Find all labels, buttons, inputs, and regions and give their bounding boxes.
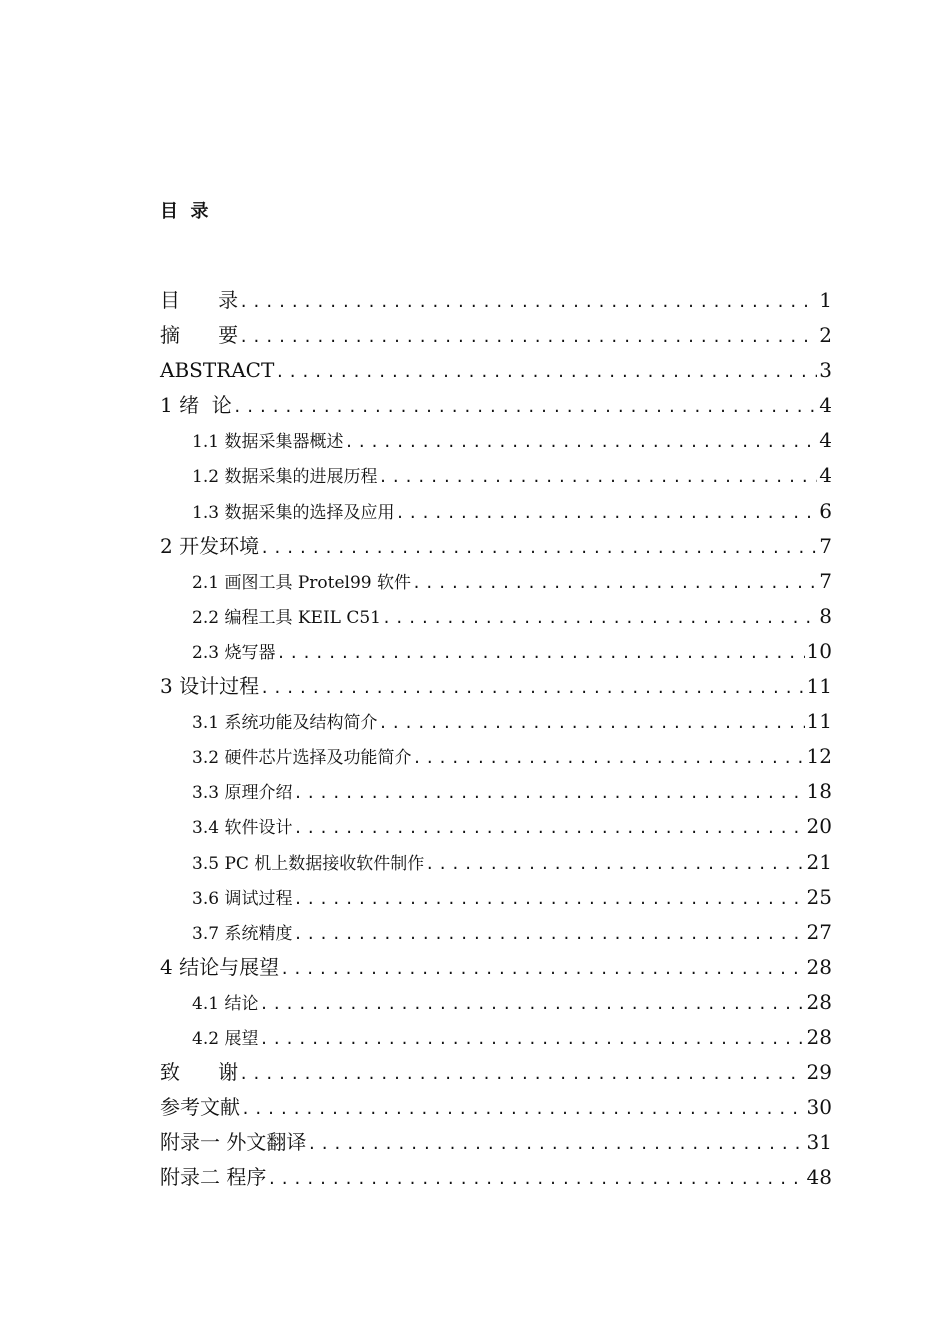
toc-dot-leader — [343, 425, 817, 460]
toc-entry-page-number: 28 — [806, 1024, 832, 1049]
toc-entry-title: 4.2 展望 — [192, 1028, 259, 1049]
toc-entry-page-number: 3 — [819, 358, 832, 383]
toc-entry[interactable] — [160, 774, 832, 809]
toc-entry[interactable] — [160, 458, 832, 493]
toc-entry-title: 附录二 程序 — [160, 1165, 267, 1190]
toc-entry-title: 1.3 数据采集的选择及应用 — [192, 502, 395, 523]
toc-entry-title: 2.1 画图工具 Protel99 软件 — [192, 572, 412, 593]
toc-entry[interactable] — [160, 599, 832, 634]
toc-entry[interactable] — [160, 739, 832, 774]
toc-entry-title: 2.2 编程工具 KEIL C51 — [192, 607, 382, 628]
toc-dot-leader — [238, 320, 817, 355]
toc-entry-title: 2 开发环境 — [160, 533, 260, 558]
toc-entry[interactable] — [160, 634, 832, 669]
toc-entry[interactable] — [160, 1090, 832, 1125]
toc-entry-page-number: 2 — [819, 323, 832, 348]
toc-entry[interactable] — [160, 423, 832, 458]
toc-entry-page-number: 48 — [806, 1165, 832, 1190]
toc-entry-page-number: 4 — [819, 393, 832, 418]
table-of-contents — [160, 283, 832, 1195]
toc-entry-page-number: 7 — [819, 568, 832, 593]
toc-entry-title: ABSTRACT — [160, 358, 275, 383]
toc-entry-title: 3.2 硬件芯片选择及功能简介 — [192, 748, 412, 769]
toc-entry-title: 3.6 调试过程 — [192, 888, 293, 909]
toc-entry-page-number: 4 — [819, 463, 832, 488]
toc-dot-leader — [259, 671, 804, 706]
toc-entry[interactable] — [160, 915, 832, 950]
toc-entry-page-number: 7 — [819, 533, 832, 558]
toc-entry-title: 2.3 烧写器 — [192, 642, 276, 663]
toc-entry-title: 1.2 数据采集的进展历程 — [192, 467, 378, 488]
toc-entry-page-number: 12 — [806, 744, 832, 769]
toc-dot-leader — [238, 1057, 804, 1092]
toc-entry-page-number: 28 — [806, 954, 832, 979]
toc-dot-leader — [292, 882, 804, 917]
toc-entry-page-number: 21 — [806, 849, 832, 874]
toc-entry-title: 3 设计过程 — [160, 674, 260, 699]
toc-entry-title: 3.4 软件设计 — [192, 818, 293, 839]
toc-entry-page-number: 6 — [819, 498, 832, 523]
toc-entry[interactable] — [160, 1125, 832, 1160]
page-title: 目 录 — [160, 201, 209, 222]
toc-entry-title: 3.5 PC 机上数据接收软件制作 — [192, 853, 425, 874]
toc-entry-title: 附录一 外文翻译 — [160, 1130, 307, 1155]
toc-dot-leader — [377, 706, 804, 741]
toc-entry-title: 参考文献 — [160, 1095, 240, 1120]
toc-dot-leader — [259, 531, 817, 566]
toc-entry[interactable] — [160, 704, 832, 739]
toc-entry[interactable] — [160, 529, 832, 564]
toc-entry-page-number: 18 — [806, 779, 832, 804]
toc-entry[interactable] — [160, 388, 832, 423]
toc-entry[interactable] — [160, 1055, 832, 1090]
toc-dot-leader — [274, 355, 817, 390]
toc-entry-page-number: 29 — [806, 1060, 832, 1085]
toc-entry[interactable] — [160, 1020, 832, 1055]
toc-entry-title: 3.1 系统功能及结构简介 — [192, 713, 378, 734]
toc-entry-page-number: 11 — [806, 674, 832, 699]
toc-entry[interactable] — [160, 318, 832, 353]
toc-dot-leader — [238, 285, 817, 320]
toc-entry-page-number: 20 — [806, 814, 832, 839]
toc-entry-page-number: 11 — [806, 709, 832, 734]
toc-entry[interactable] — [160, 669, 832, 704]
toc-dot-leader — [275, 636, 804, 671]
toc-dot-leader — [394, 496, 817, 531]
toc-dot-leader — [424, 847, 804, 882]
toc-entry[interactable] — [160, 845, 832, 880]
toc-entry-title: 4 结论与展望 — [160, 954, 280, 979]
toc-entry-title: 3.7 系统精度 — [192, 923, 293, 944]
toc-entry[interactable] — [160, 494, 832, 529]
toc-dot-leader — [258, 987, 804, 1022]
toc-entry-title: 1.1 数据采集器概述 — [192, 432, 344, 453]
toc-dot-leader — [279, 952, 804, 987]
toc-entry-title: 摘 要 — [160, 323, 239, 348]
toc-dot-leader — [292, 776, 804, 811]
toc-dot-leader — [411, 566, 817, 601]
toc-dot-leader — [240, 1092, 805, 1127]
toc-entry-title: 3.3 原理介绍 — [192, 783, 293, 804]
toc-entry[interactable] — [160, 880, 832, 915]
toc-entry-page-number: 25 — [806, 884, 832, 909]
toc-dot-leader — [292, 811, 804, 846]
toc-entry[interactable] — [160, 985, 832, 1020]
toc-entry[interactable] — [160, 950, 832, 985]
toc-entry[interactable] — [160, 809, 832, 844]
toc-entry-page-number: 4 — [819, 428, 832, 453]
toc-entry-page-number: 28 — [806, 989, 832, 1014]
toc-dot-leader — [258, 1022, 804, 1057]
toc-entry[interactable] — [160, 564, 832, 599]
toc-entry-page-number: 27 — [806, 919, 832, 944]
toc-entry-page-number: 8 — [819, 603, 832, 628]
toc-entry-page-number: 30 — [806, 1095, 832, 1120]
toc-entry[interactable] — [160, 1160, 832, 1195]
toc-entry-title: 4.1 结论 — [192, 993, 259, 1014]
toc-entry[interactable] — [160, 353, 832, 388]
toc-dot-leader — [377, 460, 817, 495]
toc-entry-page-number: 10 — [806, 638, 832, 663]
toc-entry-title: 致 谢 — [160, 1060, 239, 1085]
toc-dot-leader — [381, 601, 817, 636]
toc-dot-leader — [411, 741, 804, 776]
toc-entry-title: 目 录 — [160, 288, 239, 312]
toc-entry-page-number: 1 — [819, 288, 832, 312]
toc-entry[interactable] — [160, 283, 832, 318]
toc-dot-leader — [292, 917, 804, 952]
toc-entry-title: 1 绪 论 — [160, 393, 232, 418]
toc-entry-page-number: 31 — [806, 1130, 832, 1155]
toc-dot-leader — [266, 1162, 804, 1197]
toc-dot-leader — [306, 1127, 804, 1162]
toc-dot-leader — [232, 390, 817, 425]
